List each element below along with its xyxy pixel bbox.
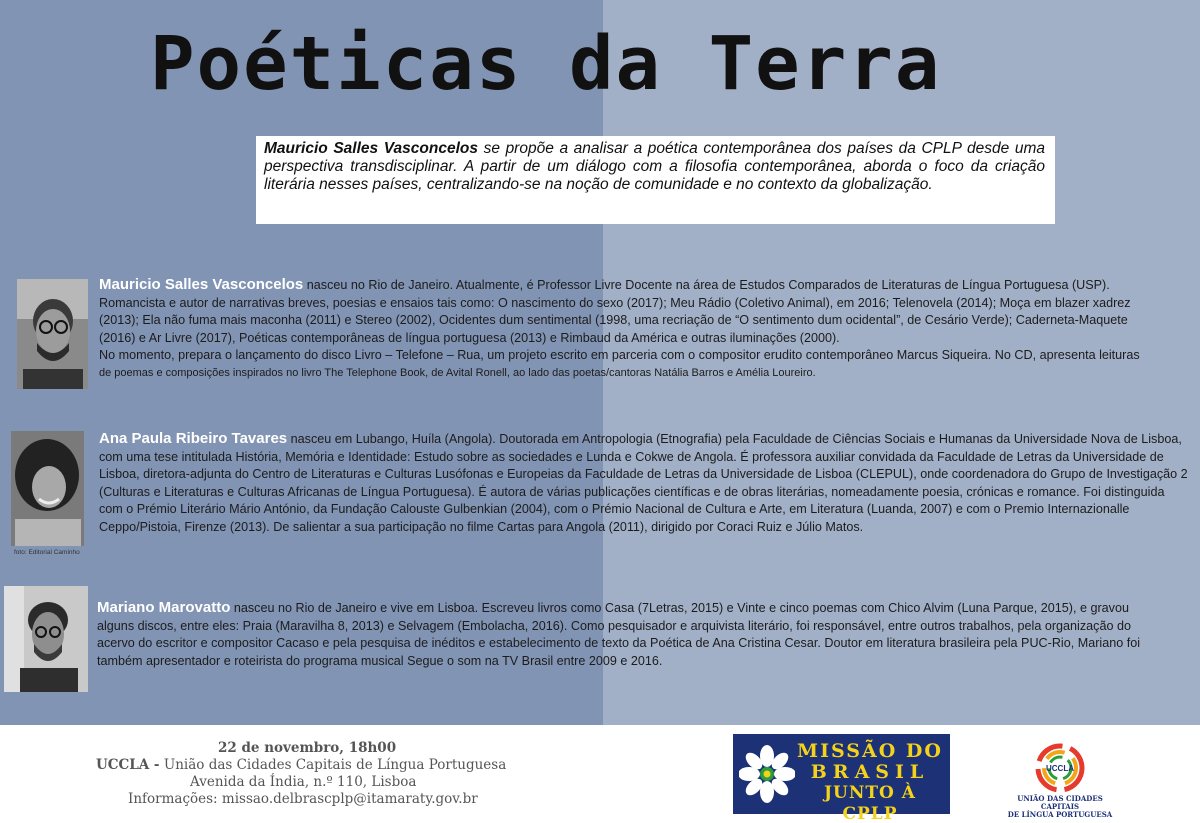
bio-line: (Culturas e Literaturas e Culturas Africanas de Língua Portuguesa). É autora de várias publicações científicas e de obras literárias, nomeadamente poesia, crónicas e romance. Foi distinguida — [99, 484, 1165, 499]
photo-credit: foto: Editorial Caminho — [14, 549, 80, 556]
event-contact: Informações: missao.delbrascplp@itamaraty.gov.br — [128, 791, 478, 807]
portrait-mauricio — [17, 279, 88, 389]
uccla-caption: UNIÃO DAS CIDADES CAPITAIS DE LÍNGUA PORTUGUESA — [1007, 794, 1113, 819]
summary-author-name: Mauricio Salles Vasconcelos — [264, 140, 478, 157]
venue-abbr: UCCLA - — [96, 757, 160, 773]
missao-brasil-logo — [733, 734, 950, 823]
bio-mauricio — [99, 276, 1140, 382]
bio-line: de poemas e composições inspirados no livro The Telephone Book, de Avital Ronell, ao lado das poetas/cantoras Natália Barros e Amélia Loureiro. — [99, 366, 816, 379]
flower-emblem-icon — [739, 744, 795, 804]
event-summary-box — [256, 136, 1055, 224]
bio-line: também apresentador e roteirista do programa musical Segue o som na TV Brasil entre 2009 e 2016. — [97, 653, 663, 668]
bio-line: Lisboa, diretora-adjunta do Centro de Literaturas e Culturas Lusófonas e Europeias da Faculdade de Letras da Universidade de Lisboa (CLEPUL), onde coordenadora do Grupo de Investigação 2 — [99, 467, 1188, 481]
bio-ana-paula — [99, 430, 1188, 536]
venue-name: União das Cidades Capitais de Língua Portuguesa — [159, 757, 507, 773]
bio-line: No momento, prepara o lançamento do disco Livro – Telefone – Rua, um projeto escrito em parceria com o compositor erudito contemporâneo Marcus Siqueira. No CD, apresenta leituras — [99, 348, 1140, 362]
summary-text: se propõe a analisar a poética contemporânea dos países da CPLP desde uma perspectiva transdisciplinar. A partir de um diálogo com a filosofia contemporânea, aborda o foco da criação literária nesses países, centralizando-se na noção de comunidade e no contexto da globalização. — [264, 140, 1045, 193]
event-venue — [96, 757, 506, 773]
bio-line: com uma tese intitulada História, Memória e Identidade: Estudo sobre as sociedades e Lunda e Cokwe de Angola. É professora auxiliar convidada da Faculdade de Letras da Universidade de — [99, 449, 1164, 464]
event-date: 22 de novembro, 18h00 — [218, 740, 397, 756]
bio-line: com o Prémio Literário Mário António, da Fundação Calouste Gulbenkian (2004), com o Prémio Nacional de Cultura e Arte, em Literatura (Luanda, 2007) e com o Premio Internazionalle — [99, 502, 1130, 516]
portrait-mauricio-image — [17, 279, 88, 389]
bio-name: Mauricio Salles Vasconcelos — [99, 276, 304, 293]
bio-mariano — [97, 599, 1140, 670]
bio-line: (2016) e Ar Livre (2017), Poéticas contemporâneas de língua portuguesa (2013) e Rimbaud da América e outras iluminações (2000). — [99, 330, 840, 345]
portrait-mariano — [4, 586, 88, 692]
portrait-mariano-image — [4, 586, 88, 692]
bio-line: (2013); Ela não fuma mais maconha (2011) e Stereo (2002), Ocidentes dum sentimental (1998, uma recriação de “O sentimento dum ocidental”, de Cesário Verde); Caderneta-Maquete — [99, 313, 1128, 327]
uccla-mark: UCCLA — [1046, 764, 1074, 773]
bio-line: Romancista e autor de narrativas breves, poesias e ensaios tais como: O nascimento do sexo (2017); Meu Rádio (Coletivo Animal), em 2016; Telenovela (2014); Moça em blazer xadrez — [99, 295, 1131, 310]
portrait-ana-paula-image — [11, 431, 84, 546]
poster-title: Poéticas da Terra — [150, 21, 942, 107]
bio-line: Mauricio Salles Vasconcelos nasceu no Rio de Janeiro. Atualmente, é Professor Livre Docente na área de Estudos Comparados de Literaturas de Língua Portuguesa (USP). — [99, 276, 1110, 293]
bio-line: acervo do escritor e compositor Cacaso e pela pesquisa de inéditos e estabelecimento de texto da Poética de Ana Cristina Cesar. Doutor em literatura brasileira pela PUC-Rio, Mariano foi — [97, 636, 1141, 650]
bio-line: alguns discos, entre eles: Praia (Maravilha 8, 2013) e Selvagem (Embolacha, 2016). Como pesquisador e arquivista literário, foi responsável, entre outros trabalhos, pela organização do — [97, 618, 1131, 633]
bio-line: Ana Paula Ribeiro Tavares nasceu em Lubango, Huíla (Angola). Doutorada em Antropologia (Etnografia) pela Faculdade de Ciências Sociais e Humanas da Universidade Nova de Lisboa, — [99, 430, 1182, 447]
missao-brasil-wordmark: MISSÃO DO BRASIL JUNTO À CPLP — [797, 740, 943, 823]
bio-line: Mariano Marovatto nasceu no Rio de Janeiro e vive em Lisboa. Escreveu livros como Casa (7Letras, 2015) e Vinte e cinco poemas com Chico Alvim (Luna Parque, 2015), e gravou — [97, 599, 1129, 616]
event-address: Avenida da Índia, n.º 110, Lisboa — [190, 774, 417, 790]
bio-name: Ana Paula Ribeiro Tavares — [99, 430, 288, 447]
bio-line: Ceppo/Pistoia, Firenze (2013). De salientar a sua participação no filme Cartas para Angola (2011), dirigido por Coraci Ruiz e Júlio Matos. — [99, 519, 864, 534]
bio-name: Mariano Marovatto — [97, 599, 231, 616]
portrait-ana-paula — [11, 431, 84, 546]
